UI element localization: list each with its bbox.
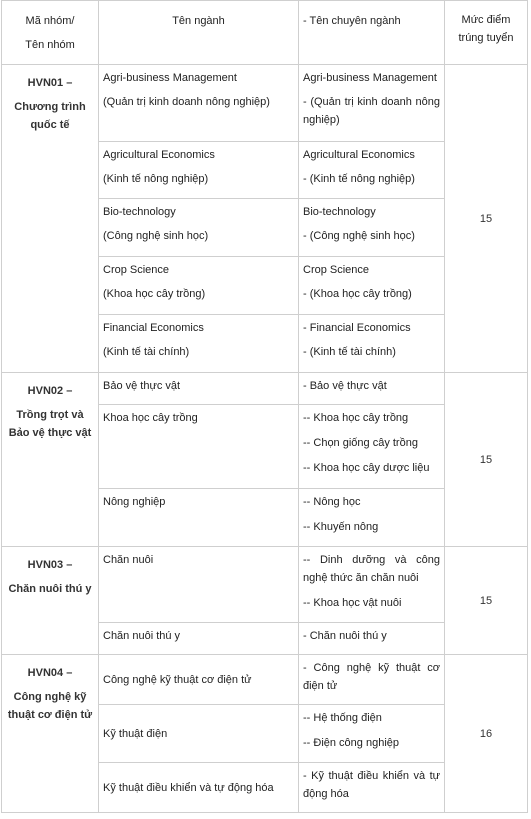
header-specialization: - Tên chuyên ngành (299, 1, 445, 65)
spec-name: -- Khuyến nông (303, 521, 379, 533)
group-cell (2, 373, 99, 547)
table-row (2, 547, 528, 623)
score-cell: 16 (445, 655, 528, 813)
header-score-line1: Mức điểm (461, 14, 511, 26)
major-cell (99, 489, 299, 547)
major-cell (99, 705, 299, 763)
major-name: Bảo vệ thực vật (103, 380, 181, 392)
major-name: Chăn nuôi thú y (103, 630, 181, 642)
major-name-vi: (Công nghệ sinh học) (103, 230, 209, 242)
group-code: HVN01 – (27, 77, 73, 89)
spec-name: -- Hệ thống điện (303, 712, 382, 724)
spec-name: -- Nông học (303, 496, 361, 508)
group-cell (2, 547, 99, 655)
major-cell (99, 405, 299, 489)
spec-cell (299, 489, 445, 547)
spec-name: - Công nghệ kỹ thuật cơ điện tử (303, 662, 440, 692)
spec-name-vi: - (Công nghệ sinh học) (303, 230, 415, 242)
group-name: Chương trình quốc tế (14, 101, 86, 131)
spec-cell (299, 705, 445, 763)
spec-cell (299, 65, 445, 142)
major-name: Kỹ thuật điện (103, 727, 168, 740)
major-cell (99, 257, 299, 315)
spec-cell (299, 763, 445, 813)
group-code: HVN04 – (27, 667, 73, 679)
spec-name: -- Điện công nghiệp (303, 737, 400, 749)
spec-cell (299, 373, 445, 405)
spec-name: Bio-technology (303, 206, 376, 218)
table-row (2, 655, 528, 705)
major-name: Chăn nuôi (103, 554, 154, 566)
score-cell: 15 (445, 547, 528, 655)
group-cell (2, 655, 99, 813)
major-name-vi: (Quản trị kinh doanh nông nghiệp) (103, 96, 270, 108)
score-cell: 15 (445, 65, 528, 373)
group-code: HVN03 – (27, 559, 73, 571)
score-cell: 15 (445, 373, 528, 547)
spec-name: - Kỹ thuật điều khiển và tự động hóa (303, 770, 440, 800)
spec-name-vi: - (Khoa học cây trồng) (303, 288, 412, 300)
major-cell (99, 65, 299, 142)
spec-name: -- Chọn giống cây trồng (303, 437, 418, 449)
spec-name-vi: - (Kinh tế tài chính) (303, 346, 396, 358)
major-name: Agricultural Economics (103, 149, 215, 161)
spec-cell (299, 257, 445, 315)
major-name: Crop Science (103, 264, 170, 276)
spec-cell (299, 655, 445, 705)
spec-name: -- Khoa học cây dược liệu (303, 462, 430, 474)
group-name: Công nghệ kỹ thuật cơ điện tử (7, 691, 93, 721)
spec-cell (299, 315, 445, 373)
group-name: Chăn nuôi thú y (8, 583, 92, 595)
spec-name: -- Khoa học cây trồng (303, 412, 409, 424)
spec-name: Agricultural Economics (303, 149, 415, 161)
major-name-vi: (Khoa học cây trồng) (103, 288, 206, 300)
major-cell (99, 655, 299, 705)
major-name: Financial Economics (103, 322, 204, 334)
major-cell (99, 373, 299, 405)
spec-name: Agri-business Management (303, 72, 437, 84)
spec-name: - Chăn nuôi thú y (303, 630, 387, 642)
header-major: Tên ngành (99, 1, 299, 65)
spec-cell (299, 623, 445, 655)
admission-score-table (1, 0, 528, 813)
spec-name: Crop Science (303, 264, 370, 276)
major-cell (99, 142, 299, 199)
major-cell (99, 623, 299, 655)
table-row (2, 65, 528, 142)
header-group-code-line1: Mã nhóm/ (25, 15, 75, 27)
group-name: Trồng trọt và Bảo vệ thực vật (8, 409, 92, 439)
spec-name-vi: - (Kinh tế nông nghiệp) (303, 173, 415, 185)
major-cell (99, 763, 299, 813)
spec-cell (299, 547, 445, 623)
spec-cell (299, 405, 445, 489)
spec-cell (299, 142, 445, 199)
group-cell (2, 65, 99, 373)
spec-name: -- Khoa học vật nuôi (303, 597, 402, 609)
major-cell (99, 199, 299, 257)
major-name: Kỹ thuật điều khiển và tự động hóa (103, 781, 274, 794)
major-name: Nông nghiệp (103, 496, 166, 508)
major-name: Công nghệ kỹ thuật cơ điện tử (103, 673, 252, 686)
header-group-code-line2: Tên nhóm (25, 39, 75, 51)
major-name-vi: (Kinh tế tài chính) (103, 346, 190, 358)
major-name: Agri-business Management (103, 72, 237, 84)
table-row (2, 373, 528, 405)
header-score (445, 1, 528, 65)
spec-name: - Financial Economics (303, 322, 411, 334)
major-name: Bio-technology (103, 206, 176, 218)
major-cell (99, 547, 299, 623)
major-name-vi: (Kinh tế nông nghiệp) (103, 173, 209, 185)
spec-cell (299, 199, 445, 257)
spec-name: -- Dinh dưỡng và công nghệ thức ăn chăn nuôi (303, 554, 440, 584)
header-score-line2: trúng tuyển (458, 32, 514, 44)
major-name: Khoa học cây trồng (103, 412, 198, 424)
group-code: HVN02 – (27, 385, 73, 397)
header-row (2, 1, 528, 65)
major-cell (99, 315, 299, 373)
spec-name-vi: - (Quản trị kinh doanh nông nghiệp) (303, 96, 440, 126)
header-group-code (2, 1, 99, 65)
spec-name: - Bảo vệ thực vật (303, 380, 387, 392)
